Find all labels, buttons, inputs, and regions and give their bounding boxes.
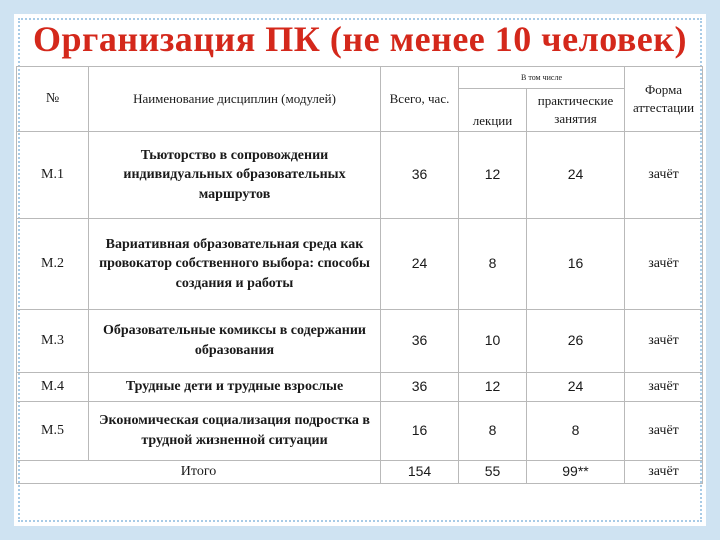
row-name: Трудные дети и трудные взрослые [89,373,381,402]
row-name: Вариативная образовательная среда как провокатор собственного выбора: способы создания и работы [89,219,381,310]
row-form: зачёт [625,310,703,373]
row-num: М.5 [17,402,89,461]
header-num: № [17,67,89,132]
slide-title: Организация ПК (не менее 10 человек) [32,19,688,59]
row-total: 24 [381,219,459,310]
table-row [17,373,703,402]
table-total-row [17,461,703,484]
table-row [17,310,703,373]
header-total: Всего, час. [381,67,459,132]
total-practice: 99** [527,461,625,484]
row-form: зачёт [625,402,703,461]
curriculum-table [16,66,703,484]
header-including: В том числе [459,67,625,89]
row-name: Тьюторство в сопровождении индивидуальных образовательных маршрутов [89,132,381,219]
row-form: зачёт [625,219,703,310]
row-practice: 24 [527,373,625,402]
row-lectures: 8 [459,219,527,310]
table-header-row [17,67,703,89]
total-lectures: 55 [459,461,527,484]
total-label: Итого [17,461,381,484]
row-lectures: 8 [459,402,527,461]
row-name: Экономическая социализация подростка в трудной жизненной ситуации [89,402,381,461]
row-lectures: 10 [459,310,527,373]
row-name: Образовательные комиксы в содержании образования [89,310,381,373]
row-num: М.1 [17,132,89,219]
header-name: Наименование дисциплин (модулей) [89,67,381,132]
row-practice: 8 [527,402,625,461]
row-lectures: 12 [459,373,527,402]
total-hours: 154 [381,461,459,484]
header-lectures: лекции [459,89,527,132]
row-form: зачёт [625,373,703,402]
row-total: 16 [381,402,459,461]
row-practice: 24 [527,132,625,219]
total-form: зачёт [625,461,703,484]
table-row [17,219,703,310]
header-form: Форма аттестации [625,67,703,132]
row-total: 36 [381,373,459,402]
row-num: М.2 [17,219,89,310]
row-form: зачёт [625,132,703,219]
row-num: М.3 [17,310,89,373]
row-practice: 26 [527,310,625,373]
row-total: 36 [381,310,459,373]
row-lectures: 12 [459,132,527,219]
table-row [17,132,703,219]
row-total: 36 [381,132,459,219]
header-practice: практические занятия [527,89,625,132]
row-practice: 16 [527,219,625,310]
table-row [17,402,703,461]
row-num: М.4 [17,373,89,402]
